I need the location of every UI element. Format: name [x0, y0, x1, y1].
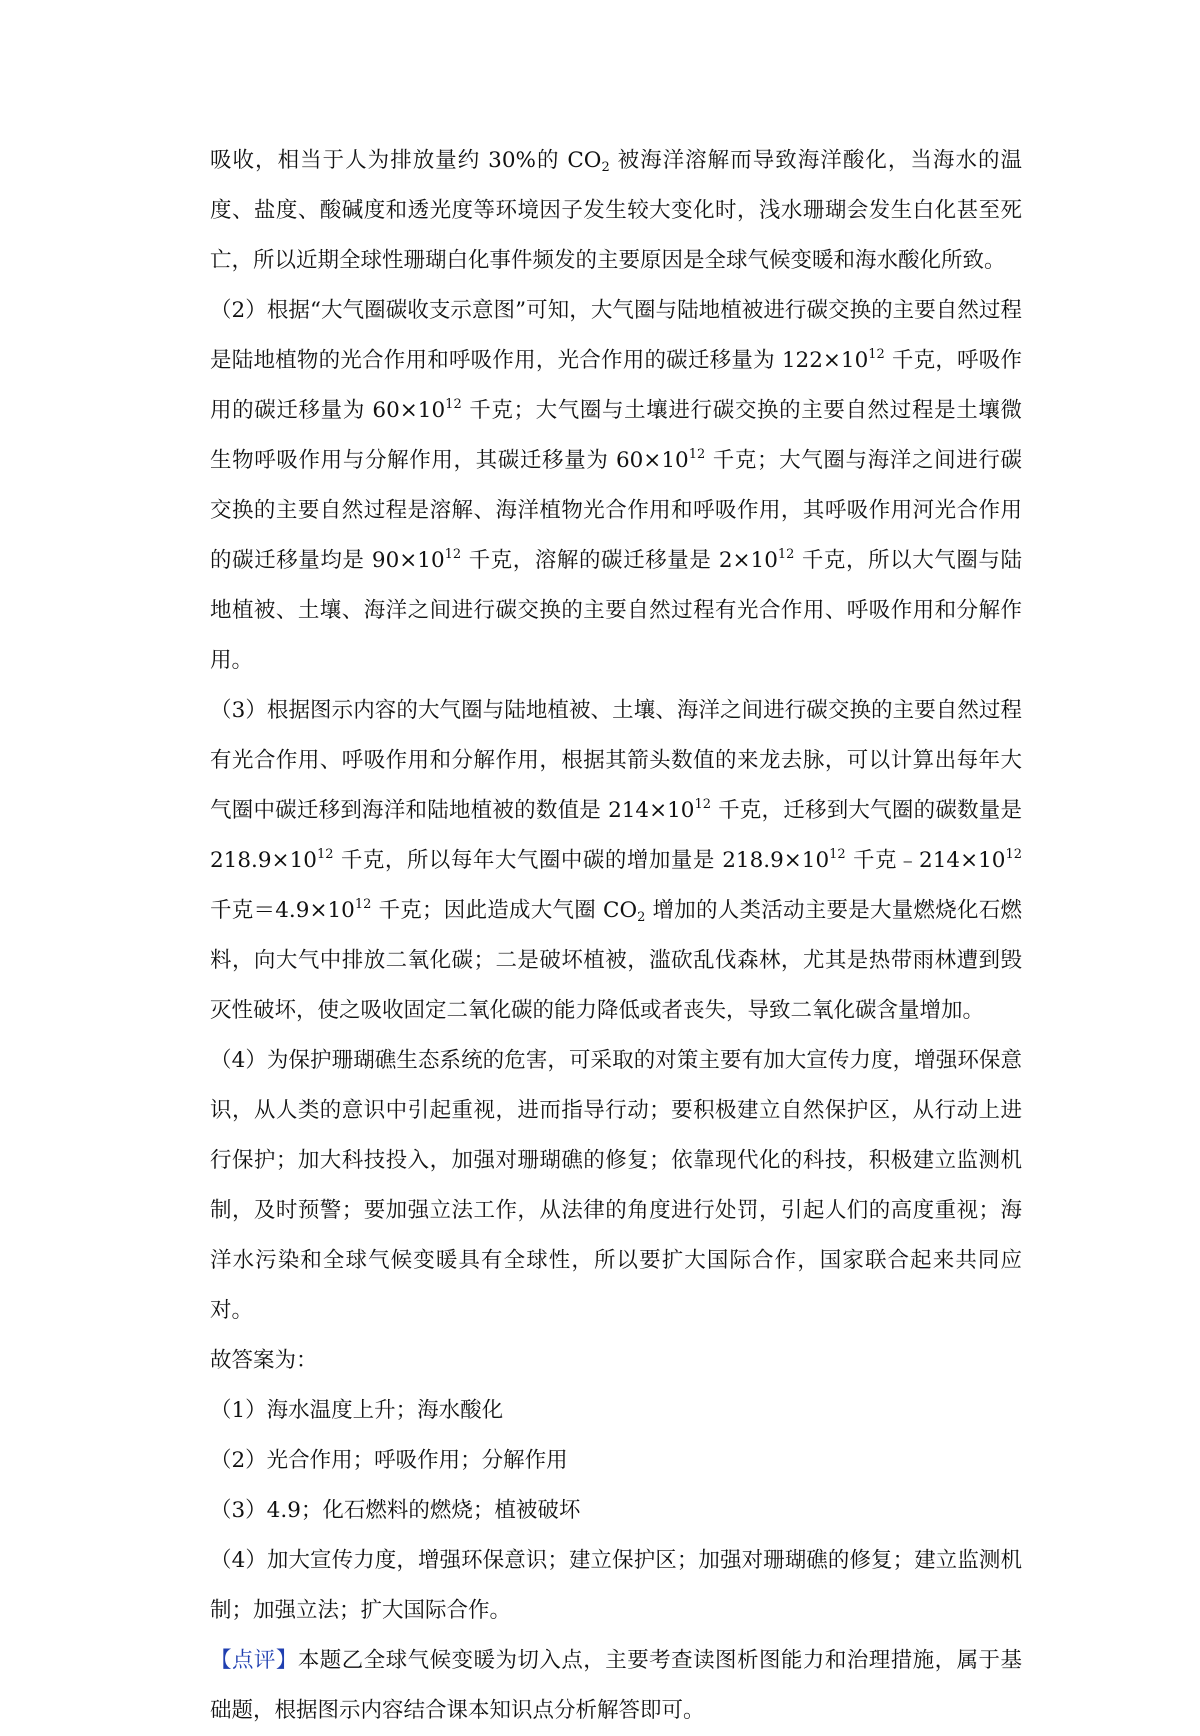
answer-item-4: （4）加大宣传力度，增强环保意识；建立保护区；加强对珊瑚礁的修复；建立监测机制；加强立法；扩大国际合作。 [210, 1548, 1022, 1623]
comment-text: 本题乙全球气候变暖为切入点，主要考查读图析图能力和治理措施，属于基础题，根据图示内容结合课本知识点分析解答即可。 [210, 1648, 1022, 1723]
answer-item-1: （1）海水温度上升；海水酸化 [210, 1398, 504, 1423]
paragraph-1: 吸收，相当于人为排放量约 30%的 $CO_2$ 被海洋溶解而导致海洋酸化，当海水的温度、盐度、酸碱度和透光度等环境因子发生较大变化时，浅水珊瑚会发生白化甚至死亡，所以近期全球性珊瑚白化事件频发的主要原因是全球气候变暖和海水酸化所致。 [210, 148, 1022, 273]
answer-item-3: （3）4.9；化石燃料的燃烧；植被破坏 [210, 1498, 581, 1523]
answer-item-2: （2）光合作用；呼吸作用；分解作用 [210, 1448, 568, 1473]
document-body [210, 136, 1022, 1736]
paragraph-3: （3）根据图示内容的大气圈与陆地植被、土壤、海洋之间进行碳交换的主要自然过程有光合作用、呼吸作用和分解作用，根据其箭头数值的来龙去脉，可以计算出每年大气圈中碳迁移到海洋和陆地植被的数值是 $214\times 10^{12}$ 千克，迁移到大气圈的碳数量是 $218.9\times 10^{12}$ 千克，所以每年大气圈中碳的增加量是 $218.9\times 10^{12}$ 千克$﹣214\times 10^{12}$ 千克$=4.9\times 10^{12}$ 千克；因此造成大气圈 $CO_2$ 增加的人类活动主要是大量燃烧化石燃料，向大气中排放二氧化碳；二是破坏植被，滥砍乱伐森林，尤其是热带雨林遭到毁灭性破坏，使之吸收固定二氧化碳的能力降低或者丧失，导致二氧化碳含量增加。 [210, 698, 1023, 1023]
answer-heading: 故答案为： [210, 1348, 318, 1373]
comment-tag: 【点评】 [210, 1648, 298, 1673]
paragraph-2: （2）根据“大气圈碳收支示意图”可知，大气圈与陆地植被进行碳交换的主要自然过程是陆地植物的光合作用和呼吸作用，光合作用的碳迁移量为 $122\times 10^{12}$ 千克，呼吸作用的碳迁移量为 $60\times 10^{12}$ 千克；大气圈与土壤进行碳交换的主要自然过程是土壤微生物呼吸作用与分解作用，其碳迁移量为 $60\times 10^{12}$ 千克；大气圈与海洋之间进行碳交换的主要自然过程是溶解、海洋植物光合作用和呼吸作用，其呼吸作用河光合作用的碳迁移量均是 $90\times 10^{12}$ 千克，溶解的碳迁移量是 $2\times 10^{12}$ 千克，所以大气圈与陆地植被、土壤、海洋之间进行碳交换的主要自然过程有光合作用、呼吸作用和分解作用。 [210, 298, 1023, 673]
comment-paragraph [210, 1636, 1022, 1736]
paragraph-4: （4）为保护珊瑚礁生态系统的危害，可采取的对策主要有加大宣传力度，增强环保意识，从人类的意识中引起重视，进而指导行动；要积极建立自然保护区，从行动上进行保护；加大科技投入，加强对珊瑚礁的修复；依靠现代化的科技，积极建立监测机制，及时预警；要加强立法工作，从法律的角度进行处罚，引起人们的高度重视；海洋水污染和全球气候变暖具有全球性，所以要扩大国际合作，国家联合起来共同应对。 [210, 1048, 1022, 1323]
